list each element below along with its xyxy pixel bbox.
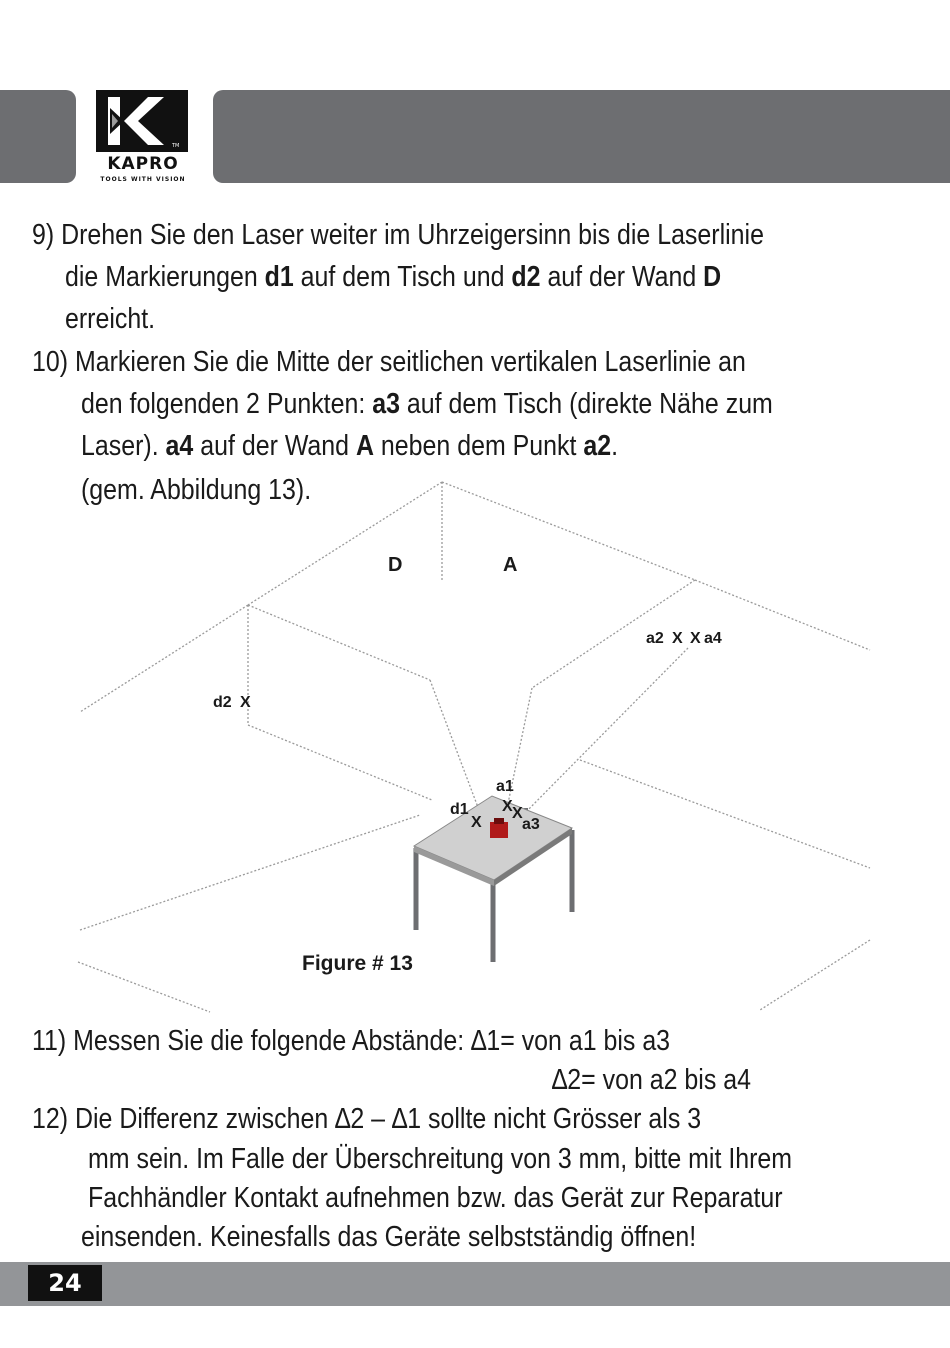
header-bar-left [0, 90, 76, 183]
wall-d-label: D [388, 554, 403, 576]
a2-label: a2 [646, 630, 664, 647]
step-12-number: 12) [32, 1103, 69, 1135]
step-10-number: 10) [32, 346, 69, 378]
wall-d-bottom [248, 725, 432, 800]
d1-label: d1 [450, 801, 469, 818]
step-10-line-3: Laser). a4 auf der Wand A neben dem Punkt a2. [81, 430, 619, 462]
figure-caption: Figure # 13 [302, 952, 413, 975]
step-12-line-3: Fachhändler Kontakt aufnehmen bzw. das Gerät zur Reparatur [88, 1182, 783, 1214]
floor-line-left [80, 815, 420, 930]
a1-label: a1 [496, 778, 514, 795]
figure-13 [0, 478, 950, 1028]
ceiling-edge-right [442, 482, 695, 580]
footer-bar [0, 1262, 950, 1306]
wall-a-top [532, 580, 695, 688]
floor-line-front-left [78, 962, 210, 1012]
step-12-line-4: einsenden. Keinesfalls das Geräte selbstständig öffnen! [81, 1221, 697, 1253]
step-9-number: 9) [32, 219, 55, 251]
logo-tagline: TOOLS WITH VISION [100, 176, 186, 183]
a4-label: a4 [704, 630, 722, 647]
step-12-line-1: 12) Die Differenz zwischen ∆2 – ∆1 sollte nicht Grösser als 3 [32, 1103, 702, 1135]
floor-line-right [580, 760, 870, 868]
logo-k-mark [96, 90, 188, 152]
wall-d-top [248, 605, 430, 680]
step-10-line-4: (gem. Abbildung 13). [81, 474, 312, 506]
page-number: 24 [28, 1265, 102, 1301]
kapro-logo [92, 88, 198, 188]
step-9-line-2: die Markierungen d1 auf dem Tisch und d2 auf der Wand D [65, 261, 722, 293]
step-10-line-1: 10) Markieren Sie die Mitte der seitlichen vertikalen Laserlinie an [32, 346, 746, 378]
ceiling-edge-left [248, 482, 442, 605]
a1-mark: X [502, 798, 513, 815]
header-bar-right [213, 90, 950, 183]
a2-mark: X [672, 630, 683, 647]
logo-k-icon [96, 90, 188, 152]
floor-line-front-right [760, 940, 870, 1010]
laser-line-d [430, 680, 482, 818]
wall-a-label: A [503, 554, 518, 576]
a3-label: a3 [522, 816, 540, 833]
table [414, 796, 572, 962]
room-diagram [0, 478, 950, 1028]
laser-line-a4 [520, 648, 688, 818]
step-11-line-2: ∆2= von a2 bis a4 [552, 1064, 751, 1096]
logo-name: KAPRO [107, 154, 179, 174]
d2-mark: X [240, 694, 251, 711]
d1-mark: X [471, 814, 482, 831]
step-12-line-2: mm sein. Im Falle der Überschreitung von 3 mm, bitte mit Ihrem [88, 1143, 793, 1175]
a4-mark: X [690, 630, 701, 647]
step-10-line-2: den folgenden 2 Punkten: a3 auf dem Tisch (direkte Nähe zum [81, 388, 773, 420]
d2-label: d2 [213, 694, 232, 711]
a3-mark: X [512, 805, 523, 822]
step-9-line-1: 9) Drehen Sie den Laser weiter im Uhrzeigersinn bis die Laserlinie [32, 219, 764, 251]
step-11-line-1: 11) Messen Sie die folgende Abstände: ∆1= von a1 bis a3 [32, 1025, 671, 1057]
step-11-number: 11) [32, 1025, 67, 1057]
step-9-line-3: erreicht. [65, 303, 156, 335]
svg-text:TM: TM [172, 143, 180, 149]
